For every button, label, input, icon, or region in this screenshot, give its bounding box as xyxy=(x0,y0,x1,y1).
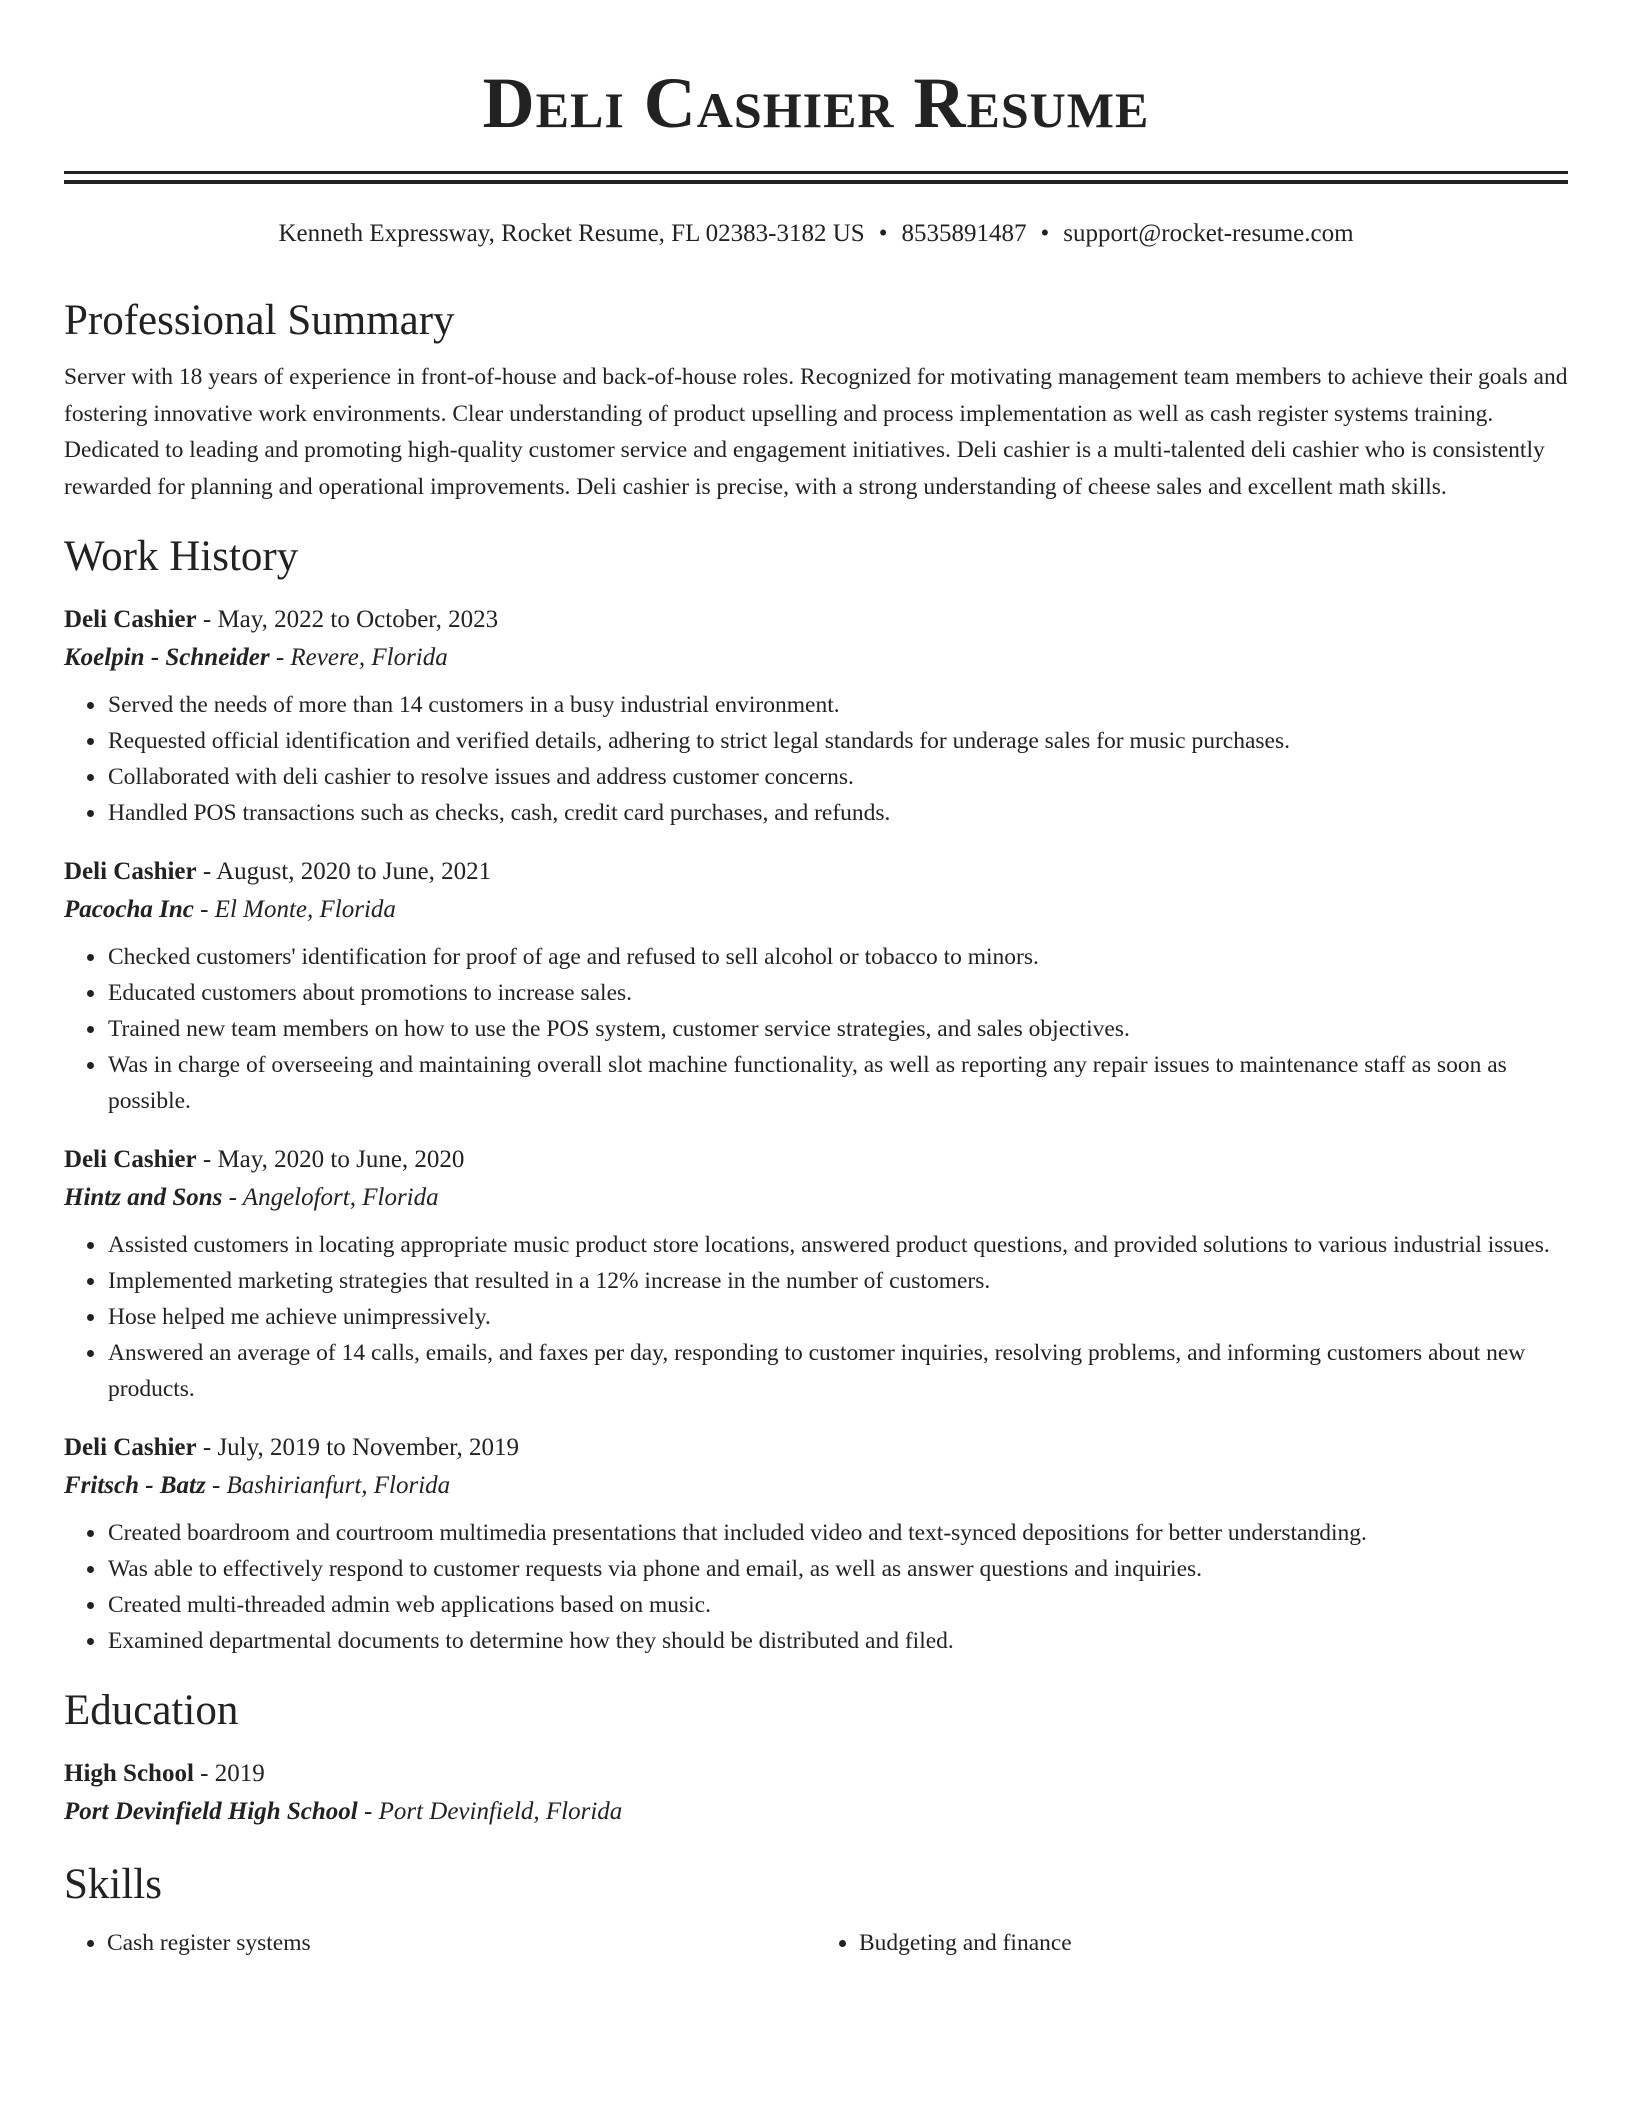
list-item: • Educated customers about promotions to increase sales. xyxy=(107,975,1568,1011)
job-duties xyxy=(64,1227,1568,1407)
skills-list xyxy=(64,1925,1568,1961)
list-item: • Assisted customers in locating appropriate music product store locations, answered product questions, and provided solutions to various industrial issues. xyxy=(107,1227,1568,1263)
skills-column-right xyxy=(816,1925,1568,1961)
list-item: • Collaborated with deli cashier to resolve issues and address customer concerns. xyxy=(107,759,1568,795)
list-item: • Created boardroom and courtroom multimedia presentations that included video and text-synced depositions for better understanding. xyxy=(107,1515,1568,1551)
skills-column-left xyxy=(64,1925,816,1961)
job-title: Deli Cashier xyxy=(64,858,197,885)
list-item: • Created multi-threaded admin web applications based on music. xyxy=(107,1587,1568,1623)
education-location: - Port Devinfield, Florida xyxy=(357,1798,623,1825)
job-company: Hintz and Sons xyxy=(64,1184,223,1211)
summary-heading: Professional Summary xyxy=(64,297,455,344)
job-location: - Angelofort, Florida xyxy=(222,1184,439,1211)
skill-item: • Cash register systems xyxy=(107,1925,816,1961)
job-title-line xyxy=(64,1141,1568,1179)
list-item: • Served the needs of more than 14 customers in a busy industrial environment. xyxy=(107,687,1568,723)
job-location: - Bashirianfurt, Florida xyxy=(205,1472,451,1499)
job-duties xyxy=(64,1515,1568,1659)
job-duties xyxy=(64,939,1568,1119)
list-item: • Trained new team members on how to use the POS system, customer service strategies, and sales objectives. xyxy=(107,1011,1568,1047)
job-title-line xyxy=(64,601,1568,639)
contact-phone: 8535891487 xyxy=(901,220,1027,247)
job-company-line xyxy=(64,891,1568,929)
list-item: • Was able to effectively respond to customer requests via phone and email, as well as answer questions and inquiries. xyxy=(107,1551,1568,1587)
job-title: Deli Cashier xyxy=(64,606,197,633)
education-heading: Education xyxy=(64,1687,239,1734)
contact-separator: • xyxy=(1040,220,1050,247)
education-degree: High School xyxy=(64,1760,194,1787)
job-entry xyxy=(64,1429,1568,1659)
resume-title: Deli Cashier Resume xyxy=(482,63,1150,143)
job-dates: - July, 2019 to November, 2019 xyxy=(196,1434,519,1461)
contact-email: support@rocket-resume.com xyxy=(1063,220,1354,247)
list-item: • Answered an average of 14 calls, emails, and faxes per day, responding to customer inquiries, resolving problems, and informing customers about new products. xyxy=(107,1335,1568,1407)
list-item: • Requested official identification and verified details, adhering to strict legal standards for underage sales for music purchases. xyxy=(107,723,1568,759)
skill-item: • Budgeting and finance xyxy=(859,1925,1568,1961)
skills-heading: Skills xyxy=(64,1861,162,1908)
job-title: Deli Cashier xyxy=(64,1146,197,1173)
contact-line xyxy=(64,217,1568,251)
education-year: - 2019 xyxy=(193,1760,265,1787)
job-dates: - May, 2022 to October, 2023 xyxy=(196,606,499,633)
job-entry xyxy=(64,853,1568,1119)
list-item: • Handled POS transactions such as checks, cash, credit card purchases, and refunds. xyxy=(107,795,1568,831)
list-item: • Examined departmental documents to determine how they should be distributed and filed. xyxy=(107,1623,1568,1659)
job-title-line xyxy=(64,853,1568,891)
title-rule-bottom xyxy=(64,180,1568,184)
contact-separator: • xyxy=(878,220,888,247)
job-dates: - August, 2020 to June, 2021 xyxy=(196,858,492,885)
job-location: - El Monte, Florida xyxy=(193,896,396,923)
education-entry xyxy=(64,1755,1568,1831)
education-school: Port Devinfield High School xyxy=(64,1798,358,1825)
list-item: • Was in charge of overseeing and maintaining overall slot machine functionality, as well as reporting any repair issues to maintenance staff as soon as possible. xyxy=(107,1047,1568,1119)
job-entry xyxy=(64,1141,1568,1407)
job-entry xyxy=(64,601,1568,831)
list-item: • Implemented marketing strategies that resulted in a 12% increase in the number of customers. xyxy=(107,1263,1568,1299)
job-title-line xyxy=(64,1429,1568,1467)
job-location: - Revere, Florida xyxy=(269,644,448,671)
education-degree-line xyxy=(64,1755,1568,1793)
job-company-line xyxy=(64,1179,1568,1217)
job-company: Fritsch - Batz xyxy=(64,1472,206,1499)
job-dates: - May, 2020 to June, 2020 xyxy=(196,1146,465,1173)
work-history-heading: Work History xyxy=(64,533,299,580)
job-company-line xyxy=(64,639,1568,677)
contact-address: Kenneth Expressway, Rocket Resume, FL 02383-3182 US xyxy=(278,220,865,247)
title-rule-top xyxy=(64,171,1568,174)
job-duties xyxy=(64,687,1568,831)
education-school-line xyxy=(64,1793,1568,1831)
job-company-line xyxy=(64,1467,1568,1505)
job-title: Deli Cashier xyxy=(64,1434,197,1461)
work-history-list xyxy=(64,601,1568,1659)
job-company: Koelpin - Schneider xyxy=(64,644,270,671)
summary-text: Server with 18 years of experience in front-of-house and back-of-house roles. Recognized for motivating management team members to achieve their goals and fostering innovative work environments. Clear understanding of product upselling and process implementation as well as cash register systems training. Dedicated to leading and promoting high-quality customer service and engagement initiatives. Deli cashier is a multi-talented deli cashier who is consistently rewarded for planning and operational improvements. Deli cashier is precise, with a strong understanding of cheese sales and excellent math skills. xyxy=(64,364,1568,500)
list-item: • Checked customers' identification for proof of age and refused to sell alcohol or tobacco to minors. xyxy=(107,939,1568,975)
list-item: • Hose helped me achieve unimpressively. xyxy=(107,1299,1568,1335)
job-company: Pacocha Inc xyxy=(64,896,194,923)
